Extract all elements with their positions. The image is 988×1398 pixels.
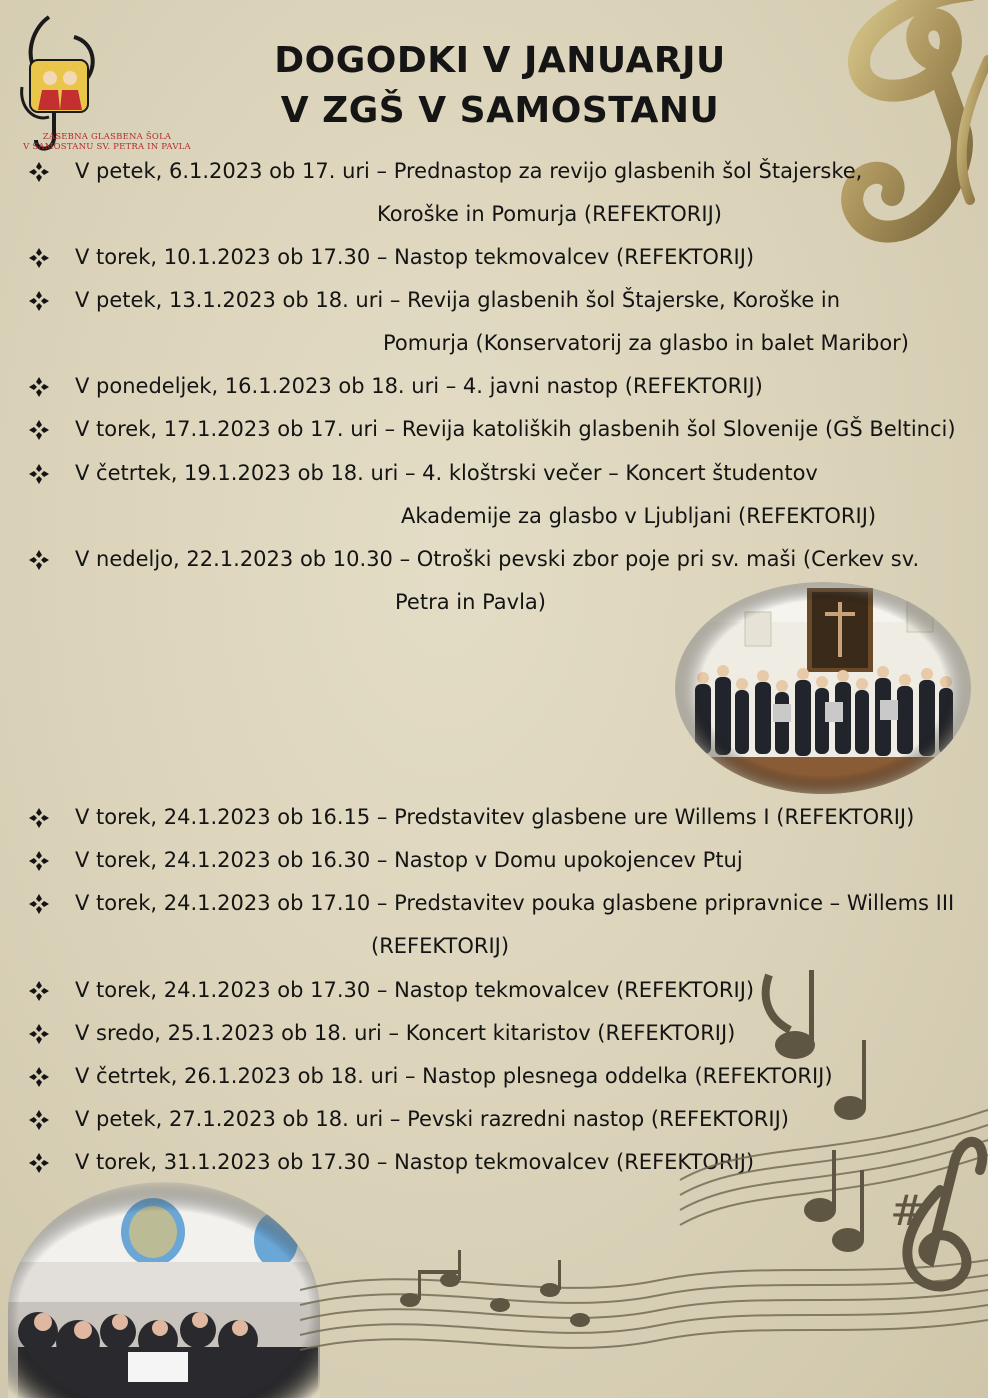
bullet-diamond-icon [27,1151,51,1175]
bullet-diamond-icon [27,806,51,830]
event-item-line1: V petek, 13.1.2023 ob 18. uri – Revija glasbenih šol Štajerske, Koroške in [75,288,841,312]
event-item-line2: Koroške in Pomurja (REFEKTORIJ) [377,202,722,226]
bullet-diamond-icon [27,418,51,442]
bullet-diamond-icon [27,1022,51,1046]
logo-caption-line2: V SAMOSTANU SV. PETRA IN PAVLA [23,141,191,152]
event-item-line1: V petek, 27.1.2023 ob 18. uri – Pevski razredni nastop (REFEKTORIJ) [75,1107,789,1131]
title-line-1: DOGODKI V JANUARJU [274,40,726,81]
bullet-diamond-icon [27,375,51,399]
bullet-diamond-icon [27,849,51,873]
event-item-line1: V sredo, 25.1.2023 ob 18. uri – Koncert kitaristov (REFEKTORIJ) [75,1021,736,1045]
group-photo [675,582,971,794]
bullet-diamond-icon [27,1065,51,1089]
bullet-diamond-icon [27,462,51,486]
event-item-line1: V četrtek, 19.1.2023 ob 18. uri – 4. kloštrski večer – Koncert študentov [75,461,818,485]
event-item-line1: V ponedeljek, 16.1.2023 ob 18. uri – 4. javni nastop (REFEKTORIJ) [75,374,763,398]
event-item-line1: V torek, 17.1.2023 ob 17. uri – Revija katoliških glasbenih šol Slovenije (GŠ Beltinci) [75,417,956,441]
event-item-line1: V torek, 24.1.2023 ob 16.15 – Predstavitev glasbene ure Willems I (REFEKTORIJ) [75,805,915,829]
svg-text:#: # [890,1186,926,1235]
event-item-line1: V torek, 31.1.2023 ob 17.30 – Nastop tekmovalcev (REFEKTORIJ) [75,1150,755,1174]
event-item-line1: V torek, 24.1.2023 ob 17.10 – Predstavitev pouka glasbene pripravnice – Willems III [75,891,955,915]
bullet-diamond-icon [27,289,51,313]
bullet-diamond-icon [27,979,51,1003]
event-item-line2: Petra in Pavla) [395,590,546,614]
event-item-line2: Pomurja (Konservatorij za glasbo in balet Maribor) [383,331,910,355]
title-line-2: V ZGŠ V SAMOSTANU [280,90,720,131]
bullet-diamond-icon [27,160,51,184]
event-item-line2: (REFEKTORIJ) [371,934,510,958]
event-item-line1: V torek, 10.1.2023 ob 17.30 – Nastop tekmovalcev (REFEKTORIJ) [75,245,755,269]
event-item-line1: V petek, 6.1.2023 ob 17. uri – Prednastop za revijo glasbenih šol Štajerske, [75,159,863,183]
bullet-diamond-icon [27,1108,51,1132]
logo-caption-line1: ZASEBNA GLASBENA ŠOLA [42,132,172,142]
event-item-line1: V torek, 24.1.2023 ob 16.30 – Nastop v Domu upokojencev Ptuj [75,848,743,872]
event-item-line1: V torek, 24.1.2023 ob 17.30 – Nastop tekmovalcev (REFEKTORIJ) [75,978,755,1002]
music-staff-decoration [300,960,988,1398]
event-item-line1: V četrtek, 26.1.2023 ob 18. uri – Nastop plesnega oddelka (REFEKTORIJ) [75,1064,833,1088]
event-item-line1: V nedeljo, 22.1.2023 ob 10.30 – Otroški pevski zbor poje pri sv. maši (Cerkev sv. [75,547,920,571]
bullet-diamond-icon [27,548,51,572]
bullet-diamond-icon [27,892,51,916]
bullet-diamond-icon [27,246,51,270]
event-item-line2: Akademije za glasbo v Ljubljani (REFEKTORIJ) [401,504,877,528]
